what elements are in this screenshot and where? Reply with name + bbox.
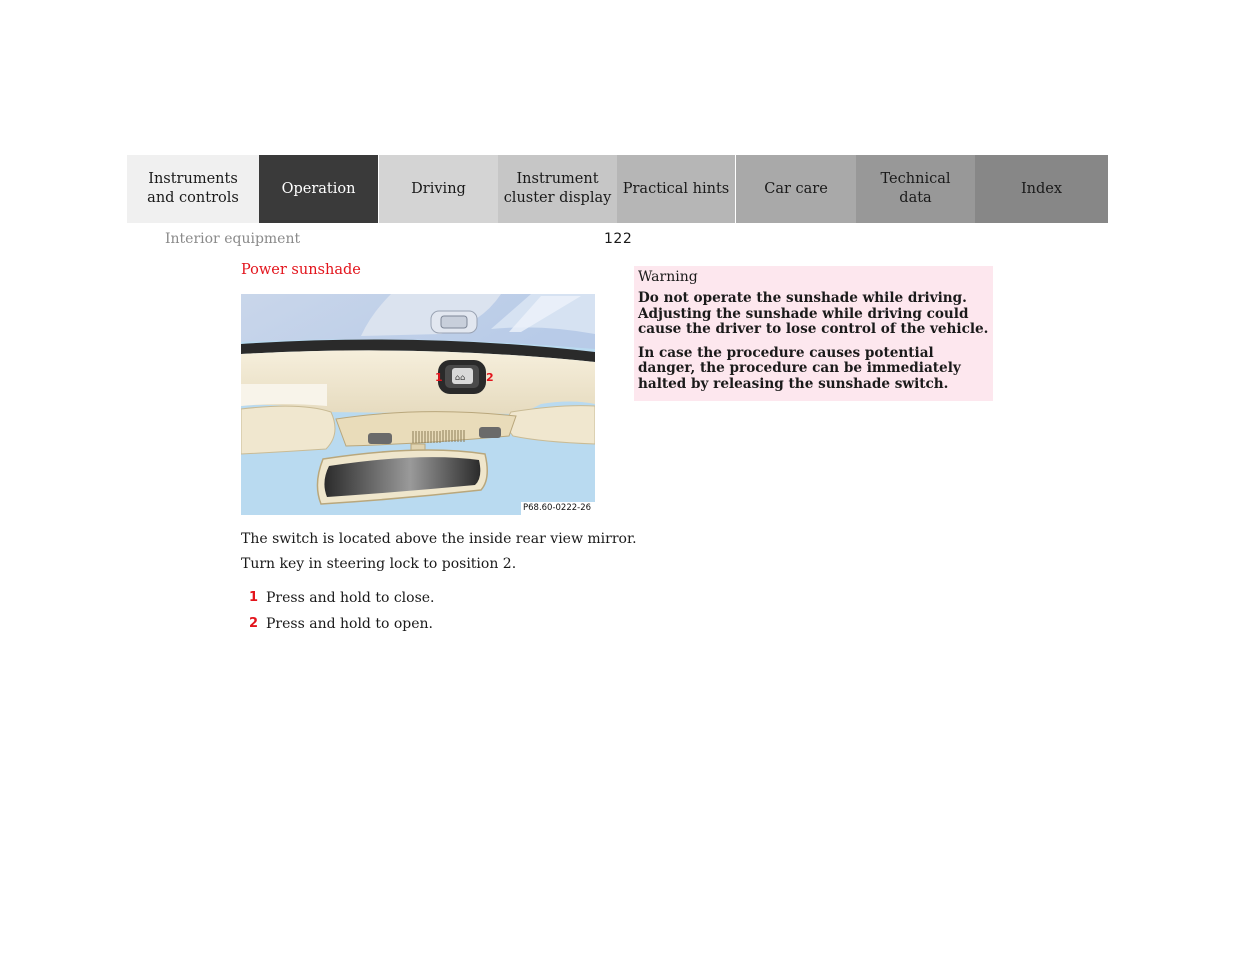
chapter-tabs [127,155,1108,223]
step-text: Press and hold to close. [266,590,435,606]
paragraph-key-position: Turn key in steering lock to position 2. [241,556,517,572]
tab-index[interactable]: Index [975,155,1108,223]
warning-title: Warning [638,269,698,285]
tab-practical-hints[interactable]: Practical hints [617,155,736,223]
svg-text:⌂⌂: ⌂⌂ [455,373,466,382]
section-label: Interior equipment [165,231,301,247]
tab-technical-data[interactable]: Technical data [856,155,975,223]
tab-operation[interactable]: Operation [259,155,378,223]
step-number: 1 [249,590,259,605]
callout-2: 2 [486,371,494,384]
tab-instruments-and-controls[interactable]: Instruments and controls [127,155,259,223]
tab-instrument-cluster-display[interactable]: Instrument cluster display [498,155,617,223]
warning-text-halt: In case the procedure causes potential danger, the procedure can be immediately halted by releasing the sunshade switch. [638,344,961,392]
page-heading: Power sunshade [241,262,361,278]
page-number: 122 [604,231,633,247]
step-text: Press and hold to open. [266,616,433,632]
paragraph-switch-location: The switch is located above the inside rear view mirror. [241,531,637,547]
overhead-console-drawing [241,294,595,515]
figure-code: P68.60-0222-26 [521,502,595,515]
tab-driving[interactable]: Driving [378,155,498,223]
sunshade-switch-illustration [241,294,595,515]
warning-box [634,266,993,401]
step-number: 2 [249,616,259,631]
tab-car-care[interactable]: Car care [736,155,856,223]
step-item-close [249,590,435,606]
step-item-open [249,616,433,632]
callout-1: 1 [435,371,443,384]
warning-text-driving: Do not operate the sunshade while driving. Adjusting the sunshade while driving could cause the driver to lose control of the vehicle. [638,290,989,338]
